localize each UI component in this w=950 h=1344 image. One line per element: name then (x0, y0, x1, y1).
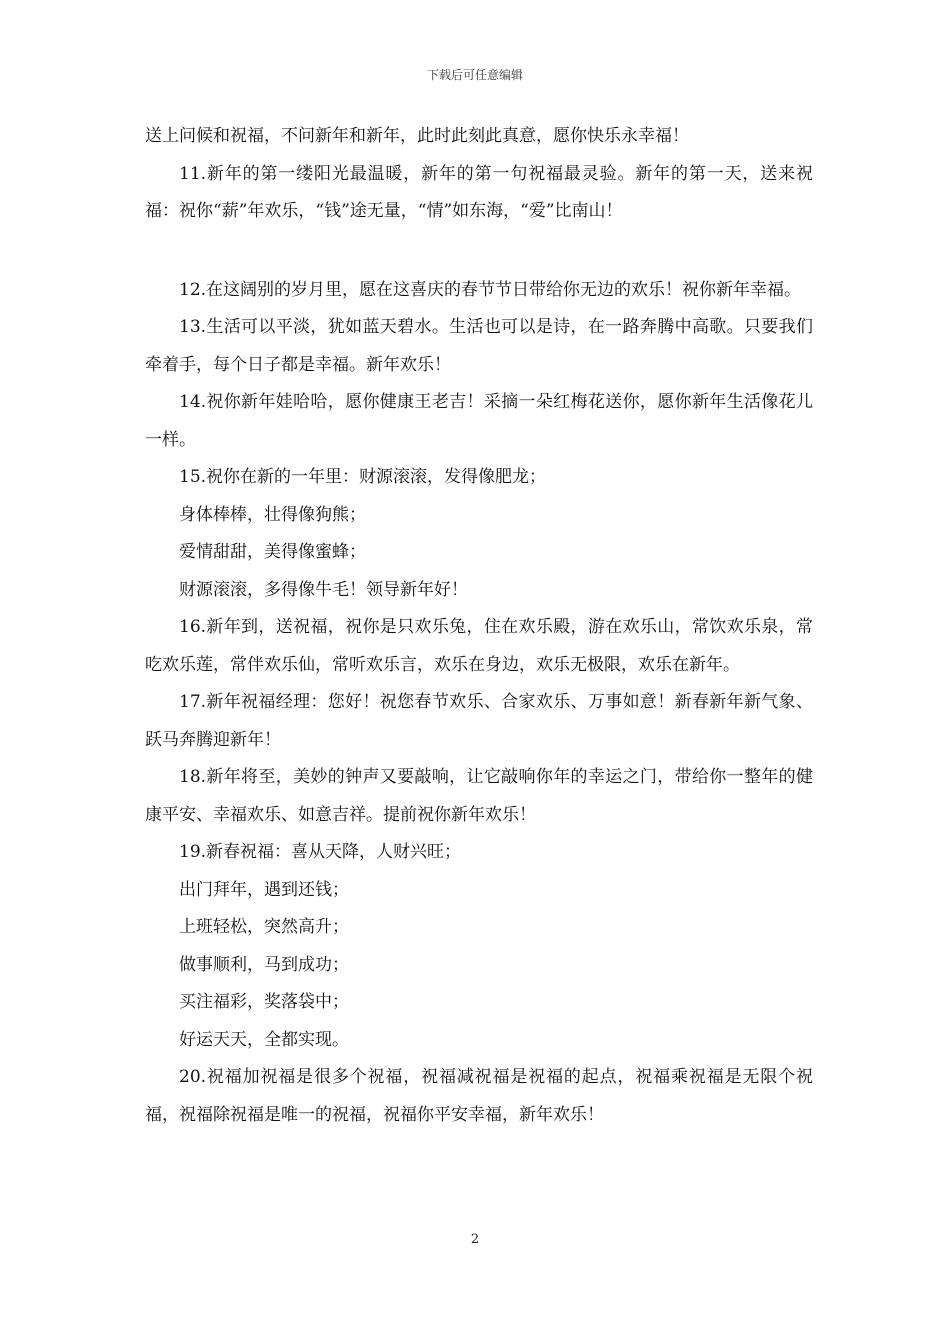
paragraph-19-line-2: 出门拜年，遇到还钱； (179, 879, 349, 900)
paragraph-18: 18.新年将至，美妙的钟声又要敲响，让它敲响你年的幸运之门，带给你一整年的健康平安、幸福欢乐、如意吉祥。提前祝你新年欢乐！ (145, 767, 813, 825)
paragraph-15-line-2: 身体棒棒，壮得像狗熊； (179, 504, 366, 525)
paragraph-19: 19.新春祝福：喜从天降，人财兴旺； (179, 842, 462, 862)
paragraph-15-line-4: 财源滚滚，多得像牛毛！领导新年好！ (179, 579, 468, 600)
paragraph-17: 17.新年祝福经理：您好！祝您春节欢乐、合家欢乐、万事如意！新春新年新气象、跃马奔腾迎新年！ (145, 692, 813, 750)
paragraph-20: 20.祝福加祝福是很多个祝福，祝福减祝福是祝福的起点，祝福乘祝福是无限个祝福，祝福除祝福是唯一的祝福，祝福你平安幸福，新年欢乐！ (145, 1067, 813, 1125)
paragraph-19-line-3: 上班轻松，突然高升； (179, 917, 349, 937)
paragraph-15: 15.祝你在新的一年里：财源滚滚，发得像肥龙； (179, 467, 547, 487)
paragraph-16: 16.新年到，送祝福，祝你是只欢乐兔，住在欢乐殿，游在欢乐山，常饮欢乐泉，常吃欢乐莲，常伴欢乐仙，常听欢乐言，欢乐在身边，欢乐无极限，欢乐在新年。 (145, 617, 813, 675)
paragraph-19-line-5: 买注福彩，奖落袋中； (179, 992, 349, 1012)
paragraph-19-line-6: 好运天天，全都实现。 (179, 1029, 349, 1050)
paragraph-12: 12.在这阔别的岁月里，愿在这喜庆的春节节日带给你无边的欢乐！祝你新年幸福。 (179, 279, 802, 300)
document-body (145, 118, 813, 1134)
paragraph-15-line-3: 爱情甜甜，美得像蜜蜂； (179, 542, 366, 562)
paragraph-13: 13.生活可以平淡，犹如蓝天碧水。生活也可以是诗，在一路奔腾中高歌。只要我们牵着手，每个日子都是幸福。新年欢乐！ (145, 317, 813, 375)
page-header: 下载后可任意编辑 (426, 68, 523, 82)
paragraph-continuation: 送上问候和祝福，不问新年和新年，此时此刻此真意，愿你快乐永幸福！ (145, 126, 689, 146)
page-number: 2 (470, 1232, 480, 1247)
paragraph-19-line-4: 做事顺利，马到成功； (179, 954, 349, 975)
paragraph-14: 14.祝你新年娃哈哈，愿你健康王老吉！采摘一朵红梅花送你，愿你新年生活像花儿一样。 (145, 392, 813, 450)
paragraph-11: 11.新年的第一缕阳光最温暖，新年的第一句祝福最灵验。新年的第一天，送来祝福：祝你“薪”年欢乐，“钱”途无量，“情”如东海，“爱”比南山！ (145, 163, 813, 221)
